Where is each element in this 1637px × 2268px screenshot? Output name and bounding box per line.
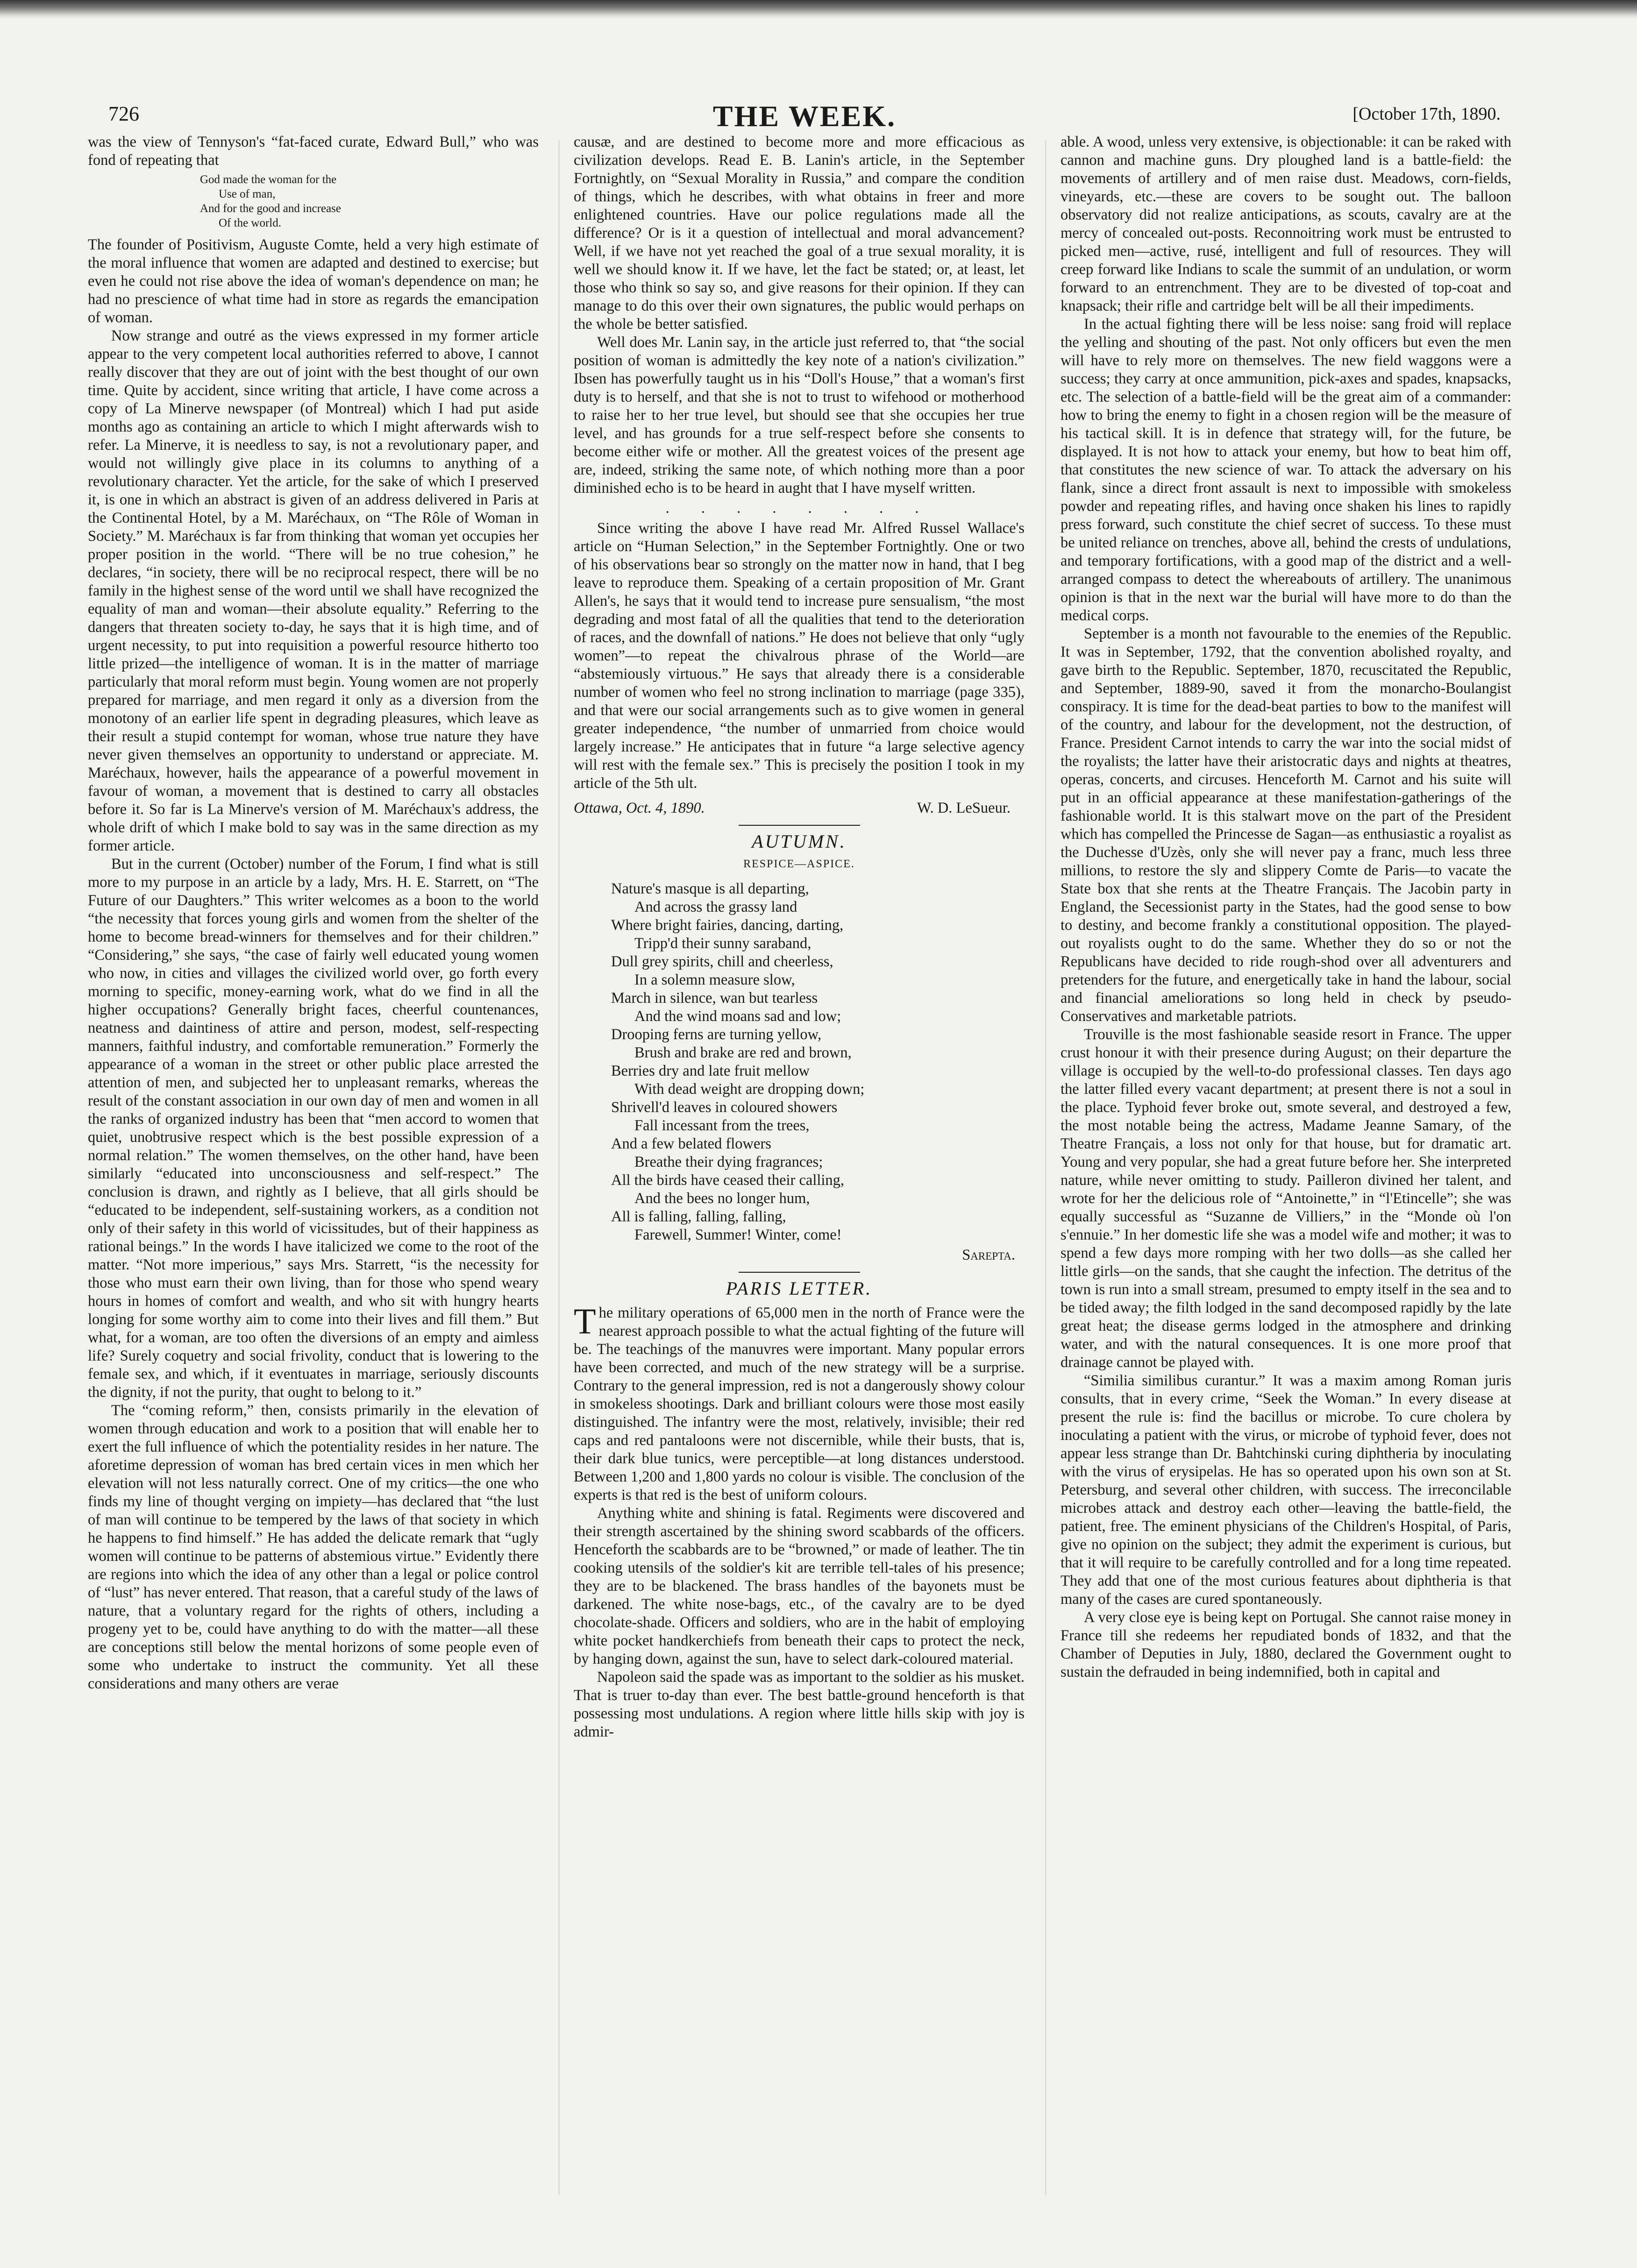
paragraph: September is a month not favourable to the enemies of the Republic. It was in September, 1792, that the convention abolished royalty, and gave birth to the Republic. September, 1870, recuscitated the Republic, and September, 1889-90, saved it from the monarcho-Boulangist conspiracy. It is time for the dead-beat parties to bow to the manifest will of the country, and labour for the development, not the destruction, of France. President Carnot intends to carry the war into the social midst of the royalists; the latter have their aristocratic days and nights at theatres, operas, concerts, and circuses. Henceforth M. Carnot and his suite will put in an official appearance at these manifestation-gatherings of the fashionable world. It is this stalwart move on the part of the President which has compelled the Princesse de Sagan—as enthusiastic a royalist as the Duchesse d'Uzès, only she will never pay a franc, much less three millions, to restore the sly and slippery Comte de Paris—to vacate the State box that she rents at the Theatre Français. The Jacobin party in England, the Secessionist party in the States, had the good sense to bow to destiny, and become frankly a constitutional opposition. The played-out royalists ought to do the same. Whether they do so or not the Republicans have decided to ride rough-shod over all adventurers and pretenders for the future, and energetically take in hand the labour, social and financial ameliorations so long held in check by pseudo-Conservatives and marketable patriots.: [1060, 625, 1511, 1025]
paragraph: Trouville is the most fashionable seaside resort in France. The upper crust honour it with their presence during August; on their departure the village is occupied by the well-to-do professional classes. Ten days ago the latter filled every vacant department; at present there is not a soul in the place. Typhoid fever broke out, smote several, and destroyed a few, the most notable being the actress, Madame Jeanne Samary, of the Theatre Français, a loss not only for that house, but for dramatic art. Young and very popular, she had a great future before her. She interpreted nature, while never omitting to study. Pailleron divined her talent, and wrote for her the delicious role of “Antoinette,” in “l'Etincelle”; she was equally successful as “Suzanne de Villiers,” in the “Monde où l'on s'ennuie.” In her domestic life she was a model wife and mother; it was to spend a few days more romping with her two dolls—as she called her little girls—on the sands, that she caught the infection. The detritus of the town is run into a small stream, presumed to empty itself in the sea and to be tided away; the filth lodged in the sand decomposed rapidly by the late great heat; the disease germs lodged in the atmosphere and drinking water, and with the natural consequences. It is one more proof that drainage cannot be played with.: [1060, 1026, 1511, 1371]
poem-title: AUTUMN.: [752, 831, 847, 852]
section-rule: [739, 825, 860, 826]
poem-line: Where bright fairies, dancing, darting,: [611, 917, 844, 934]
poem-line: All the birds have ceased their calling,: [611, 1172, 845, 1189]
poem-line: All is falling, falling, falling,: [611, 1208, 786, 1225]
paragraph: The “coming reform,” then, consists primarily in the elevation of women through education and work to a position that will enable her to exert the full influence of which the potentiality resides in her nature. The aforetime depression of woman has bred certain vices in men which her elevation will not less naturally correct. One of my critics—the one who finds my line of thought verging on impiety—has declared that “the lust of man will continue to be tempered by the laws of that society in which he happens to find himself.” He has added the delicate remark that “ugly women will continue to be patterns of abstemious virtue.” Evidently there are regions into which the idea of any other than a legal or police control of “lust” has never entered. That reason, that a careful study of the laws of nature, that a voluntary regard for the rights of others, including a progeny yet to be, could have anything to do with the matter—all these are conceptions still below the mental horizons of some people even of some who undertake to instruct the community. Yet all these considerations and many others are verae: [88, 1402, 539, 1692]
paragraph: Now strange and outré as the views expressed in my former article appear to the very competent local authorities referred to above, I cannot really discover that they are out of joint with the best thought of our own time. Quite by accident, since writing that article, I have come across a copy of La Minerve newspaper (of Montreal) which I had put aside months ago as containing an article to which I might afterwards wish to refer. La Minerve, it is needless to say, is not a revolutionary paper, and would not willingly give place in its columns to anything of a revolutionary character. Yet the article, for the sake of which I preserved it, is one in which an abstract is given of an address delivered in Paris at the Continental Hotel, by a M. Maréchaux, on “The Rôle of Woman in Society.” M. Maréchaux is far from thinking that woman yet occupies her proper position in the world. “There will be no true cohesion,” he declares, “in society, there will be no reciprocal respect, there will be no family in the highest sense of the word until we shall have recognized the equality of man and woman—their absolute equality.” Referring to the dangers that threaten society to-day, he says that it is high time, and of urgent necessity, to put into requisition a powerful resource hitherto too little prized—the intelligence of woman. It is in the matter of marriage particularly that moral reform must begin. Young women are not properly prepared for marriage, and men regard it only as a diversion from the monotony of an earlier life spent in degrading pleasures, which leave as their result a stupid contempt for woman, whose true nature they have never given themselves an opportunity to understand or appreciate. M. Maréchaux, however, hails the appearance of a powerful movement in favour of woman, a movement that is destined to carry all obstacles before it. So far is La Minerve's version of M. Maréchaux's address, the whole drift of which I make bold to say was in the same direction as my former article.: [88, 327, 539, 854]
paragraph: But in the current (October) number of the Forum, I find what is still more to my purpose in an article by a lady, Mrs. H. E. Starrett, on “The Future of our Daughters.” This writer welcomes as a boon to the world “the necessity that forces young girls and women from the shelter of the home to become bread-winners for themselves and for their children.” “Considering,” she says, “the case of fairly well educated young women who now, in cities and villages the civilized world over, go forth every morning to specific, money-earning work, what do we find in all the higher occupations? Generally bright faces, cheerful countenances, neatness and daintiness of attire and person, modest, self-respecting manners, faithful industry, and comfortable remuneration.” Formerly the appearance of a woman in the street or other public place arrested the attention of men, and subjected her to unpleasant remarks, whereas the result of the constant association in our own day of men and women in all the ranks of organized industry has been that “men accord to women that quiet, unobtrusive respect which is the best possible expression of a normal relation.” The women themselves, on the other hand, have been similarly “educated into unconsciousness and self-respect.” The conclusion is drawn, and rightly as I believe, that all girls should be “educated to be independent, self-sustaining workers, as a condition not only of their safety in this world of vicissitudes, but of their happiness as rational beings.” In the words I have italicized we come to the root of the matter. “Not more imperious,” says Mrs. Starrett, “is the necessity for those who must earn their own living, than for those who spend weary hours in homes of comfort and wealth, and who sit with hungry hearts longing for some worthy aim to come into their lives and fill them.” But what, for a woman, are too often the diversions of an empty and aimless life? Surely coquetry and social frivolity, conduct that is lowering to the female sex, and which, if it eventuates in marriage, seriously discounts the dignity, if not the purity, that ought to belong to it.”: [88, 856, 539, 1401]
poem-line: With dead weight are dropping down;: [634, 1081, 865, 1098]
letter-title: PARIS LETTER.: [726, 1278, 873, 1299]
quoted-verse: [200, 172, 539, 230]
article-signature: [574, 799, 1025, 817]
column-3: [1060, 133, 1511, 2207]
poem-line: Berries dry and late fruit mellow: [611, 1063, 810, 1079]
column-1: [88, 133, 539, 2207]
page-number: 726: [108, 102, 139, 125]
journal-title: THE WEEK.: [712, 99, 897, 133]
verse-line: Of the world.: [219, 217, 281, 229]
paragraph: Well does Mr. Lanin say, in the article just referred to, that “the social position of woman is admittedly the key note of a nation's civilization.” Ibsen has powerfully taught us in his “Doll's House,” that a woman's first duty is to herself, and that she is not to trust to wifehood or motherhood to raise her to her true level, but should see that she occupies her true level, and has grounds for a true self-respect before she consents to become either wife or mother. All the greatest voices of the present age are, indeed, striking the same note, of which nothing more than a poor diminished echo is to be heard in aught that I have myself written.: [574, 334, 1025, 496]
poem-line: Farewell, Summer! Winter, come!: [634, 1226, 842, 1243]
paragraph: able. A wood, unless very extensive, is objectionable: it can be raked with cannon and machine guns. Dry ploughed land is a battle-field: the movements of artillery and of men raise dust. Meadows, corn-fields, vineyards, etc.—these are covers to be sought out. The balloon observatory did not realize anticipations, as scouts, cavalry are at the mercy of concealed out-posts. Reconnoitring work must be entrusted to picked men—active, rusé, intelligent and full of resources. They will creep forward like Indians to scale the summit of an undulation, or worm forward to an entrenchment. They are to be divested of top-coat and knapsack; their rifle and cartridge belt will be all their impediments.: [1060, 134, 1511, 314]
verse-line: And for the good and increase: [200, 202, 341, 215]
poem-subtitle: RESPICE—ASPICE.: [743, 858, 855, 870]
paragraph: causæ, and are destined to become more and more efficacious as civilization develops. Read E. B. Lanin's article, in the September Fortnightly, on “Sexual Morality in Russia,” and compare the condition of things, which he describes, with what obtains in freer and more enlightened countries. Have our police regulations made all the difference? Or is it a question of intellectual and moral advancement? Well, if we have not yet reached the goal of a true sexual morality, it is well we should know it. If we have, let the fact be stated; or, at least, let those who think so say so, and give reasons for their opinion. If they can manage to do this over their own signatures, the public would perhaps on the whole be better satisfied.: [574, 134, 1025, 333]
poem-line: And the bees no longer hum,: [634, 1190, 810, 1207]
poem-line: And the wind moans sad and low;: [634, 1008, 841, 1025]
poem-body: [611, 880, 1025, 1244]
column-2: [574, 133, 1025, 2207]
poem-line: Drooping ferns are turning yellow,: [611, 1026, 822, 1043]
poem-line: Brush and brake are red and brown,: [634, 1044, 852, 1061]
page-header: [108, 99, 1501, 135]
paragraph: The founder of Positivism, Auguste Comte, held a very high estimate of the moral influence that women are adapted and destined to exercise; but even he could not rise above the idea of woman's dependence on man; he had no prescience of what time had in store as regards the emancipation of woman.: [88, 236, 539, 326]
poem-line: Dull grey spirits, chill and cheerless,: [611, 953, 833, 970]
verse-line: God made the woman for the: [200, 173, 337, 186]
poem-line: Fall incessant from the trees,: [634, 1117, 810, 1134]
poem-line: Breathe their dying fragrances;: [634, 1154, 823, 1170]
page-top-edge: [0, 0, 1637, 19]
poem-line: Nature's masque is all departing,: [611, 880, 809, 897]
paragraph: Anything white and shining is fatal. Regiments were discovered and their strength ascertained by the shining sword scabbards of the officers. Henceforth the scabbards are to be “browned,” or made of leather. The tin cooking utensils of the soldier's kit are terrible tell-tales of his presence; they are to be blackened. The brass handles of the bayonets must be darkened. The white nose-bags, etc., of the cavalry are to be dyed chocolate-shade. Officers and soldiers, who are in the habit of employing white pocket handkerchiefs from beneath their caps to protect the neck, by hanging down, against the sun, have to select dark-coloured material.: [574, 1505, 1025, 1667]
poem-signature: Sarepta.: [962, 1247, 1015, 1263]
poem-line: In a solemn measure slow,: [634, 971, 795, 988]
issue-date: [October 17th, 1890.: [1352, 104, 1501, 124]
paragraph: “Similia similibus curantur.” It was a maxim among Roman juris consults, that in every crime, “Seek the Woman.” In every disease at present the rule is: find the bacillus or microbe. To cure cholera by inoculating a patient with the virus, or microbe of typhoid fever, does not appear less strange than Dr. Bahtchinski curing diphtheria by inoculating with the virus of erysipelas. He has so operated upon his own son at St. Petersburg, and several other children, with success. The irreconcilable microbes attack and destroy each other—leaving the battle-field, the patient, free. The eminent physicians of the Children's Hospital, of Paris, give no opinion on the subject; they admit the experiment is curious, but that it will require to be carefully controlled and for a long time repeated. They add that one of the most curious features about diphtheria is that many of the cases are cured spontaneously.: [1060, 1372, 1511, 1608]
paragraph: In the actual fighting there will be less noise: sang froid will replace the yelling and shouting of the past. Not only officers but even the men will have to rely more on themselves. The new field waggons were a success; they carry at once ammunition, pick-axes and spades, knapsacks, etc. The selection of a battle-field will be the great aim of a commander: how to bring the enemy to fight in a chosen region will be the measure of his tactical skill. It is in defence that strategy will, for the future, be displayed. It is not how to attack your enemy, but how to beat him off, that constitutes the new science of war. To attack the adversary on his flank, since a direct front assault is next to impossible with smokeless powder and repeating rifles, and having once shaken his lines to rapidly press forward, such constitute the chief secret of success. To these must be united reliance on trenches, above all, behind the crests of undulations, and temporary fortifications, with a good map of the district and a well-arranged compass to detect the whereabouts of artillery. The unanimous opinion is that in the next war the burial will have more to do than the medical corps.: [1060, 316, 1511, 624]
poem-line: Shrivell'd leaves in coloured showers: [611, 1099, 838, 1116]
paragraph: Since writing the above I have read Mr. Alfred Russel Wallace's article on “Human Selection,” in the September Fortnightly. One or two of his observations bear so strongly on the matter now in hand, that I beg leave to reproduce them. Speaking of a certain proposition of Mr. Grant Allen's, he says that it would tend to increase pure sensualism, “the most degrading and most fatal of all the qualities that tend to the deterioration of races, and the downfall of nations.” He does not believe that only “ugly women”—to repeat the chivalrous phrase of the World—are “abstemiously virtuous.” He says that already there is a considerable number of women who feel no strong inclination to marriage (page 335), and that were our social arrangements such as to give women in general greater independence, “the number of unmarried from choice would largely increase.” He anticipates that in future “a large selective agency will rest with the female sex.” This is precisely the position I took in my article of the 5th ult.: [574, 520, 1025, 792]
verse-line: Use of man,: [219, 188, 276, 200]
signature-place-date: Ottawa, Oct. 4, 1890.: [574, 800, 705, 816]
section-dots: . . . . . . . .: [665, 500, 933, 517]
poem-line: And a few belated flowers: [611, 1135, 771, 1152]
paragraph: A very close eye is being kept on Portugal. She cannot raise money in France till she redeems her repudiated bonds of 1832, and that the Chamber of Deputies in July, 1880, declared the Government ought to sustain the defrauded in being indemnified, both in capital and: [1060, 1609, 1511, 1680]
poem-line: Tripp'd their sunny saraband,: [634, 935, 811, 952]
poem-line: March in silence, wan but tearless: [611, 990, 818, 1006]
section-rule: [739, 1272, 860, 1273]
poem-line: And across the grassy land: [634, 899, 797, 915]
signature-author: W. D. LeSueur.: [917, 800, 1011, 816]
paragraph: Napoleon said the spade was as important to the soldier as his musket. That is truer to-day than ever. The best battle-ground henceforth is that possessing most undulations. A region where little hills skip with joy is admir-: [574, 1669, 1025, 1740]
paragraph: The military operations of 65,000 men in the north of France were the nearest approach possible to what the actual fighting of the future will be. The teachings of the manuvres were important. Many popular errors have been corrected, and much of the new strategy will be a surprise. Contrary to the general impression, red is not a dangerously showy colour in smokeless shootings. Dark and brilliant colours were those most easily distinguished. The infantry were the most, relatively, invisible; their red caps and red pantaloons were not discernible, while their busts, that is, their dark blue tunics, were perceptible—at long distances understood. Between 1,200 and 1,800 yards no colour is visible. The conclusion of the experts is that red is the best of uniform colours.: [574, 1301, 1025, 1503]
paragraph: was the view of Tennyson's “fat-faced curate, Edward Bull,” who was fond of repeating that: [88, 134, 539, 169]
